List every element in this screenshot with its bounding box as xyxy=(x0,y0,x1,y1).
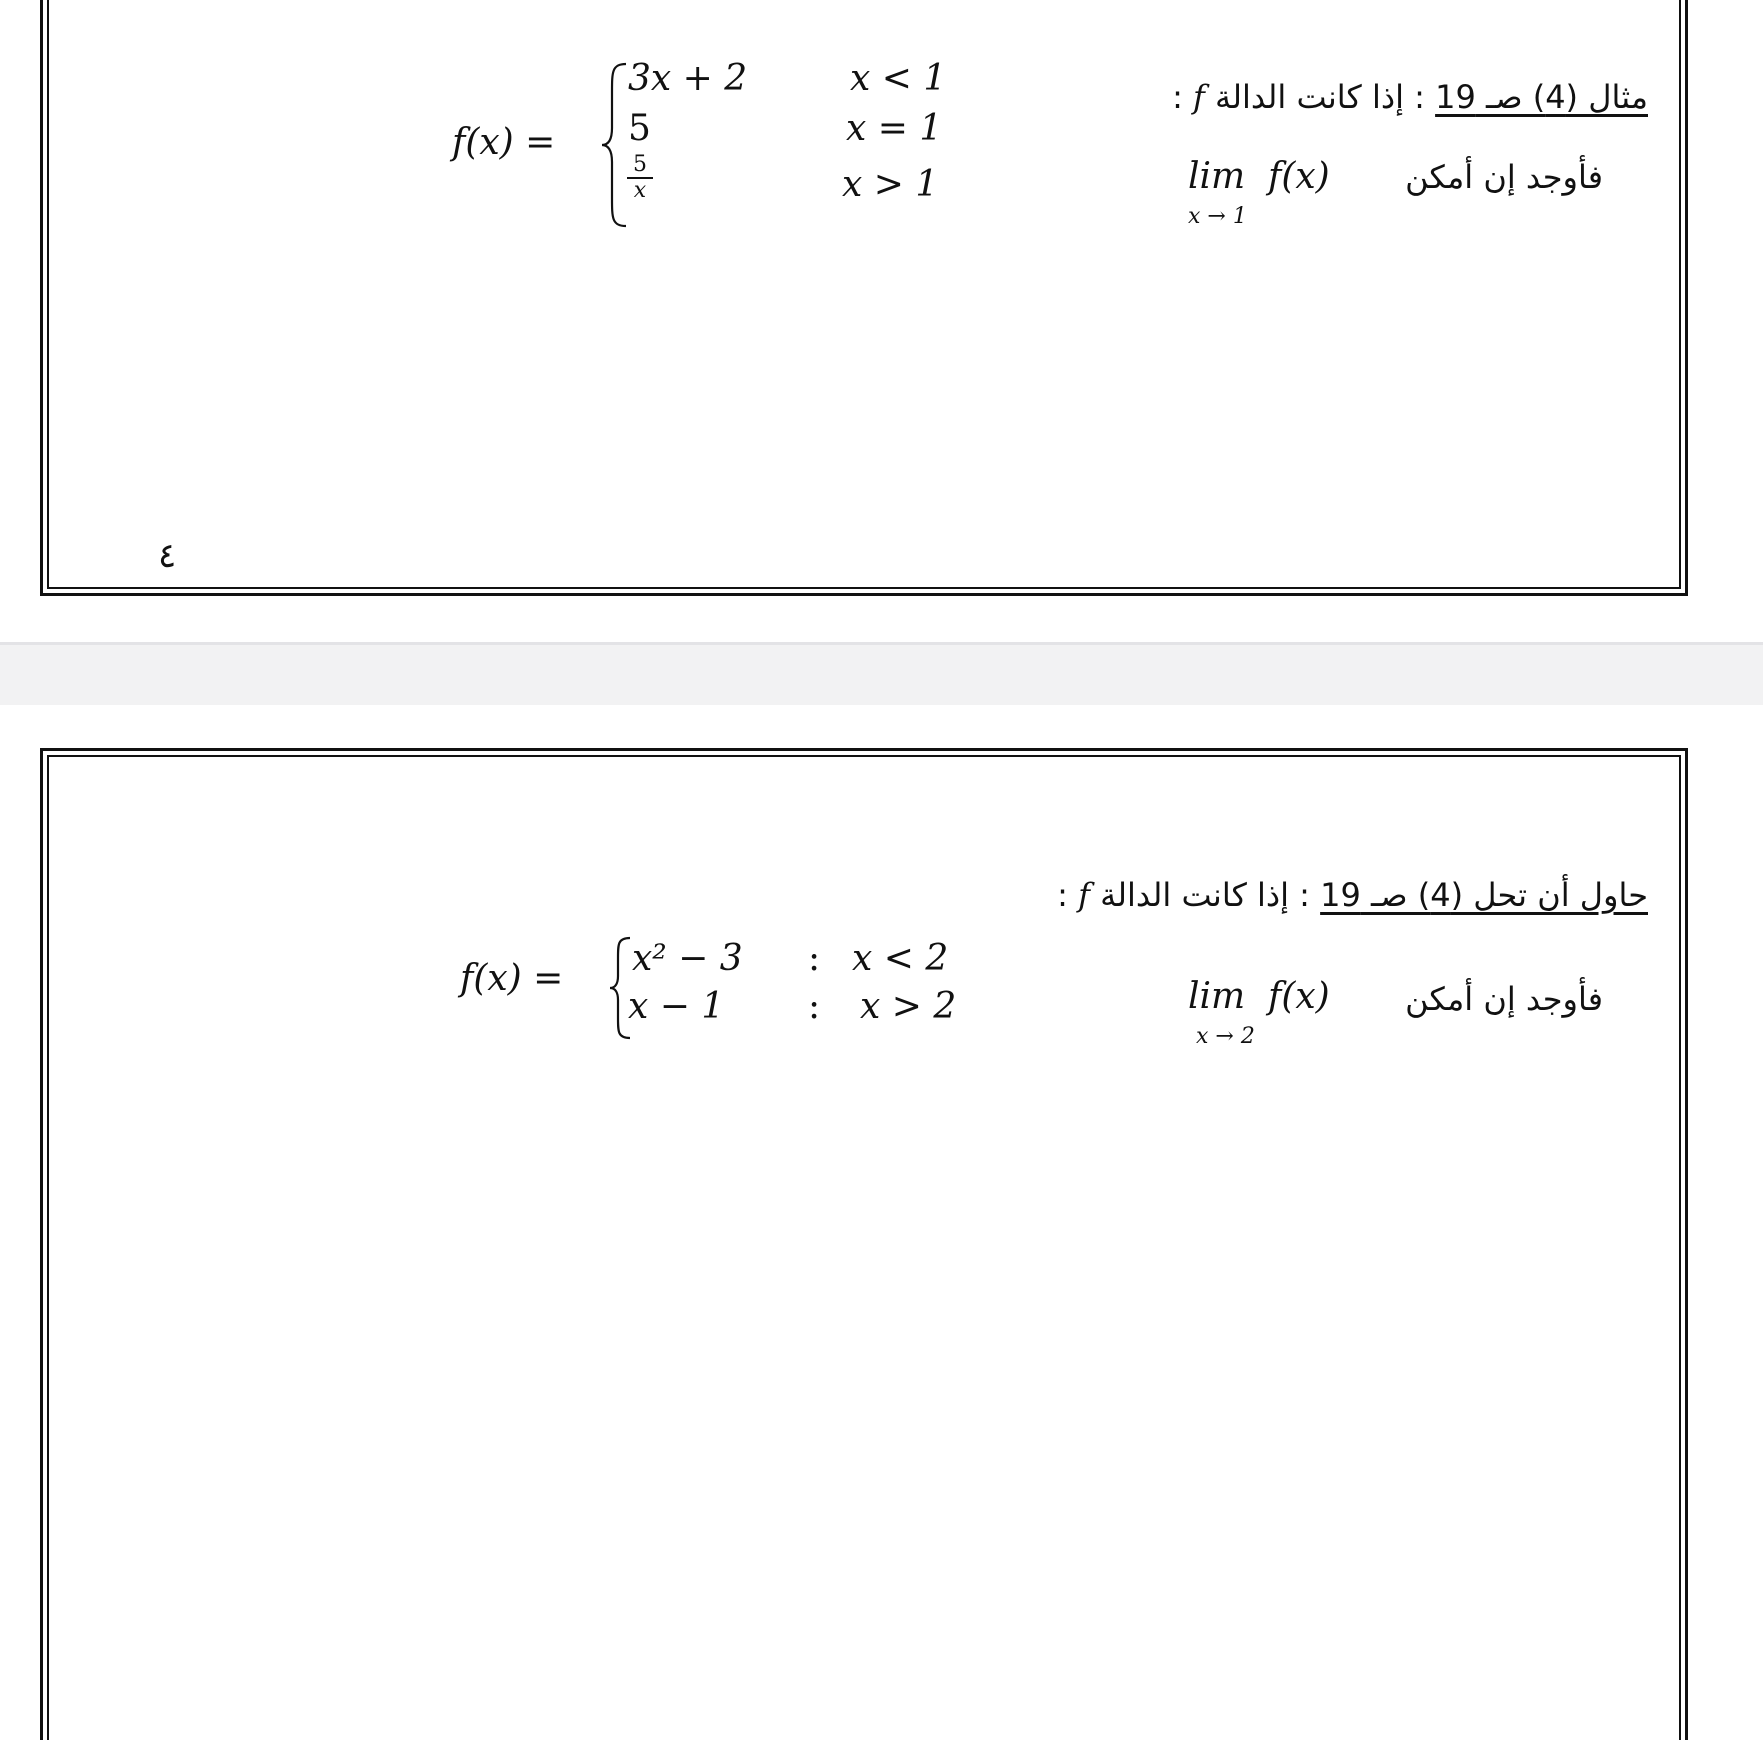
function-var: f xyxy=(1078,876,1090,914)
case-expr-1: x² − 3 xyxy=(632,938,743,979)
find-instruction: فأوجد إن أمكن xyxy=(1405,980,1603,1018)
limit-word: lim xyxy=(1188,156,1246,197)
case-cond-3: x > 1 xyxy=(842,164,939,205)
function-var: f xyxy=(1193,78,1205,116)
function-lhs: f(x) = xyxy=(460,958,564,999)
limit-word: lim xyxy=(1188,976,1246,1017)
heading-colon: : xyxy=(1172,78,1183,116)
exercise-heading xyxy=(1057,876,1648,914)
case-expr-3-fraction xyxy=(627,153,653,203)
heading-colon: : xyxy=(1057,876,1068,914)
case-sep-1: : xyxy=(808,938,821,979)
exercise-heading-text: : إذا كانت الدالة xyxy=(1100,876,1310,914)
fraction-numerator: 5 xyxy=(627,153,653,179)
limit-subscript: x → 2 xyxy=(1196,1024,1255,1049)
fraction-denominator: x xyxy=(633,178,647,203)
exercise-label: حاول أن تحل (4) صـ 19 xyxy=(1320,876,1648,914)
limit-subscript: x → 1 xyxy=(1188,204,1247,229)
case-cond-2: x > 2 xyxy=(860,986,957,1027)
example-heading-text: : إذا كانت الدالة xyxy=(1215,78,1425,116)
case-expr-2: x − 1 xyxy=(628,986,725,1027)
case-expr-1: 3x + 2 xyxy=(628,58,748,99)
example-heading xyxy=(1172,78,1648,116)
case-cond-1: x < 2 xyxy=(852,938,949,979)
limit-expression: f(x) xyxy=(1268,156,1330,197)
case-cond-1: x < 1 xyxy=(850,58,947,99)
find-instruction: فأوجد إن أمكن xyxy=(1405,158,1603,196)
example-label: مثال (4) صـ 19 xyxy=(1435,78,1648,116)
case-cond-2: x = 1 xyxy=(846,108,943,149)
function-lhs: f(x) = xyxy=(452,122,556,163)
case-expr-2: 5 xyxy=(628,108,651,149)
page-separator xyxy=(0,642,1763,705)
page-number: ٤ xyxy=(158,536,177,576)
limit-expression: f(x) xyxy=(1268,976,1330,1017)
left-brace-icon xyxy=(600,62,630,228)
case-sep-2: : xyxy=(808,986,821,1027)
